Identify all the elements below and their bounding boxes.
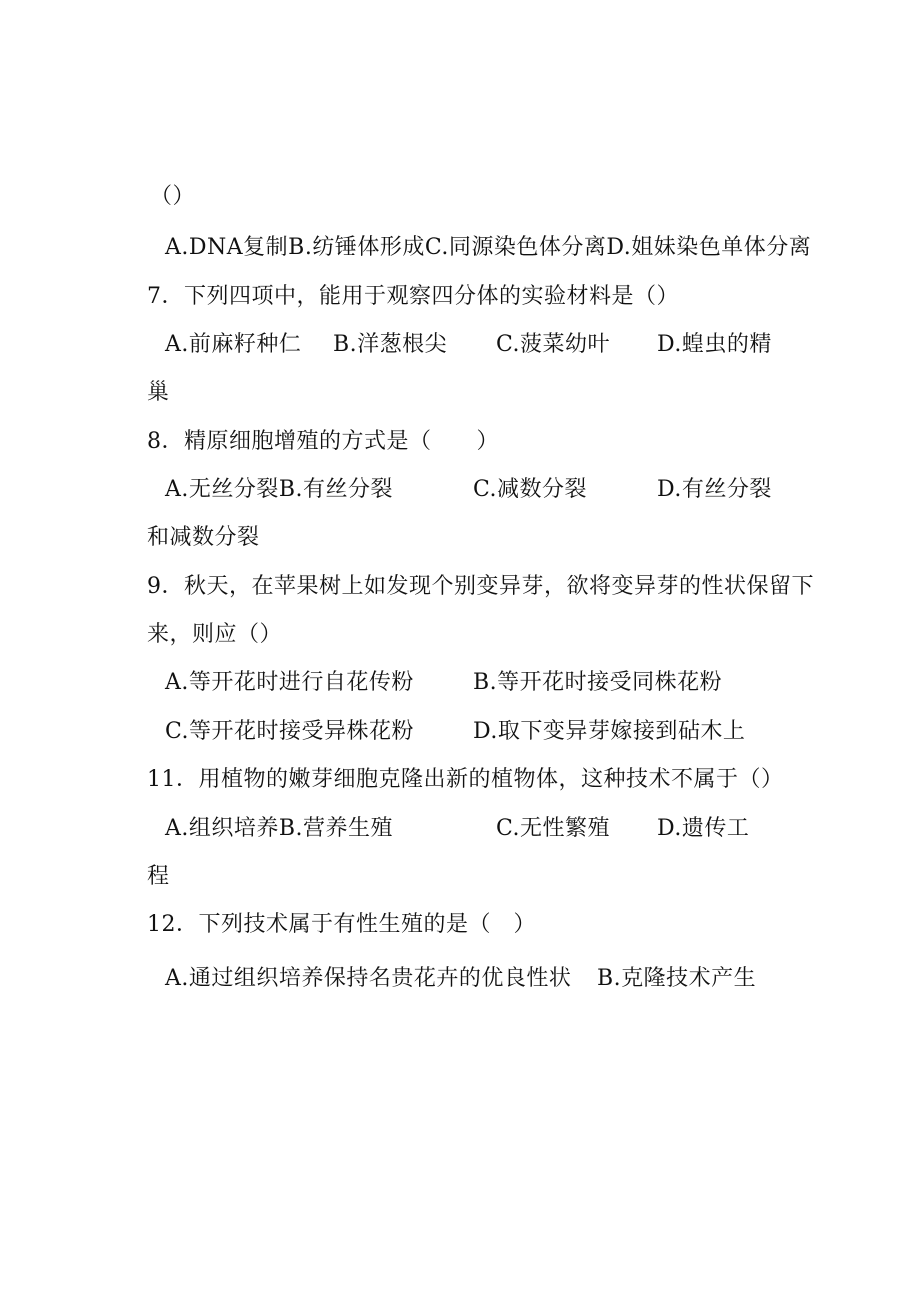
question-8: 8．精原细胞增殖的方式是（ ） — [147, 429, 499, 454]
question-12-options — [0, 965, 920, 993]
q9-option-c: C.等开花时接受异株花粉 — [165, 719, 415, 744]
q7-option-a: A.前麻籽种仁 — [165, 332, 302, 357]
q8-option-d: D.有丝分裂 — [657, 477, 772, 502]
q9-option-a: A.等开花时进行自花传粉 — [165, 670, 414, 695]
q11-option-d-continued: 程 — [147, 864, 170, 889]
question-7-options — [0, 331, 920, 359]
q7-option-b: B.洋葱根尖 — [333, 332, 448, 357]
question-11-options — [0, 815, 920, 843]
q7-option-c: C.菠菜幼叶 — [496, 332, 611, 357]
q7-option-d-continued: 巢 — [147, 380, 170, 405]
q9-option-b: B.等开花时接受同株花粉 — [473, 670, 723, 695]
q7-option-d: D.蝗虫的精 — [657, 332, 772, 357]
q8-option-c: C.减数分裂 — [473, 477, 588, 502]
q12-option-a: A.通过组织培养保持名贵花卉的优良性状 — [165, 966, 572, 991]
question-9-continued: 来，则应（） — [147, 622, 283, 647]
question-12: 12．下列技术属于有性生殖的是（ ） — [147, 912, 536, 937]
q11-option-c: C.无性繁殖 — [496, 816, 611, 841]
prev-question-options: A.DNA复制B.纺锤体形成C.同源染色体分离D.姐妹染色单体分离 — [165, 235, 812, 260]
answer-blank-prev: （） — [150, 184, 196, 209]
question-9-options-row2 — [0, 718, 920, 746]
q8-option-d-continued: 和减数分裂 — [147, 525, 260, 550]
q12-option-b: B.克隆技术产生 — [597, 966, 757, 991]
question-7: 7．下列四项中，能用于观察四分体的实验材料是（） — [147, 284, 679, 309]
question-9-options-row1 — [0, 669, 920, 697]
q11-option-d: D.遗传工 — [657, 816, 750, 841]
q11-option-ab: A.组织培养B.营养生殖 — [165, 816, 394, 841]
question-8-options — [0, 476, 920, 504]
q9-option-d: D.取下变异芽嫁接到砧木上 — [473, 719, 746, 744]
question-9: 9．秋天，在苹果树上如发现个别变异芽，欲将变异芽的性状保留下 — [147, 574, 814, 599]
q8-option-ab: A.无丝分裂B.有丝分裂 — [165, 477, 394, 502]
question-11: 11．用植物的嫩芽细胞克隆出新的植物体，这种技术不属于（） — [147, 767, 784, 792]
